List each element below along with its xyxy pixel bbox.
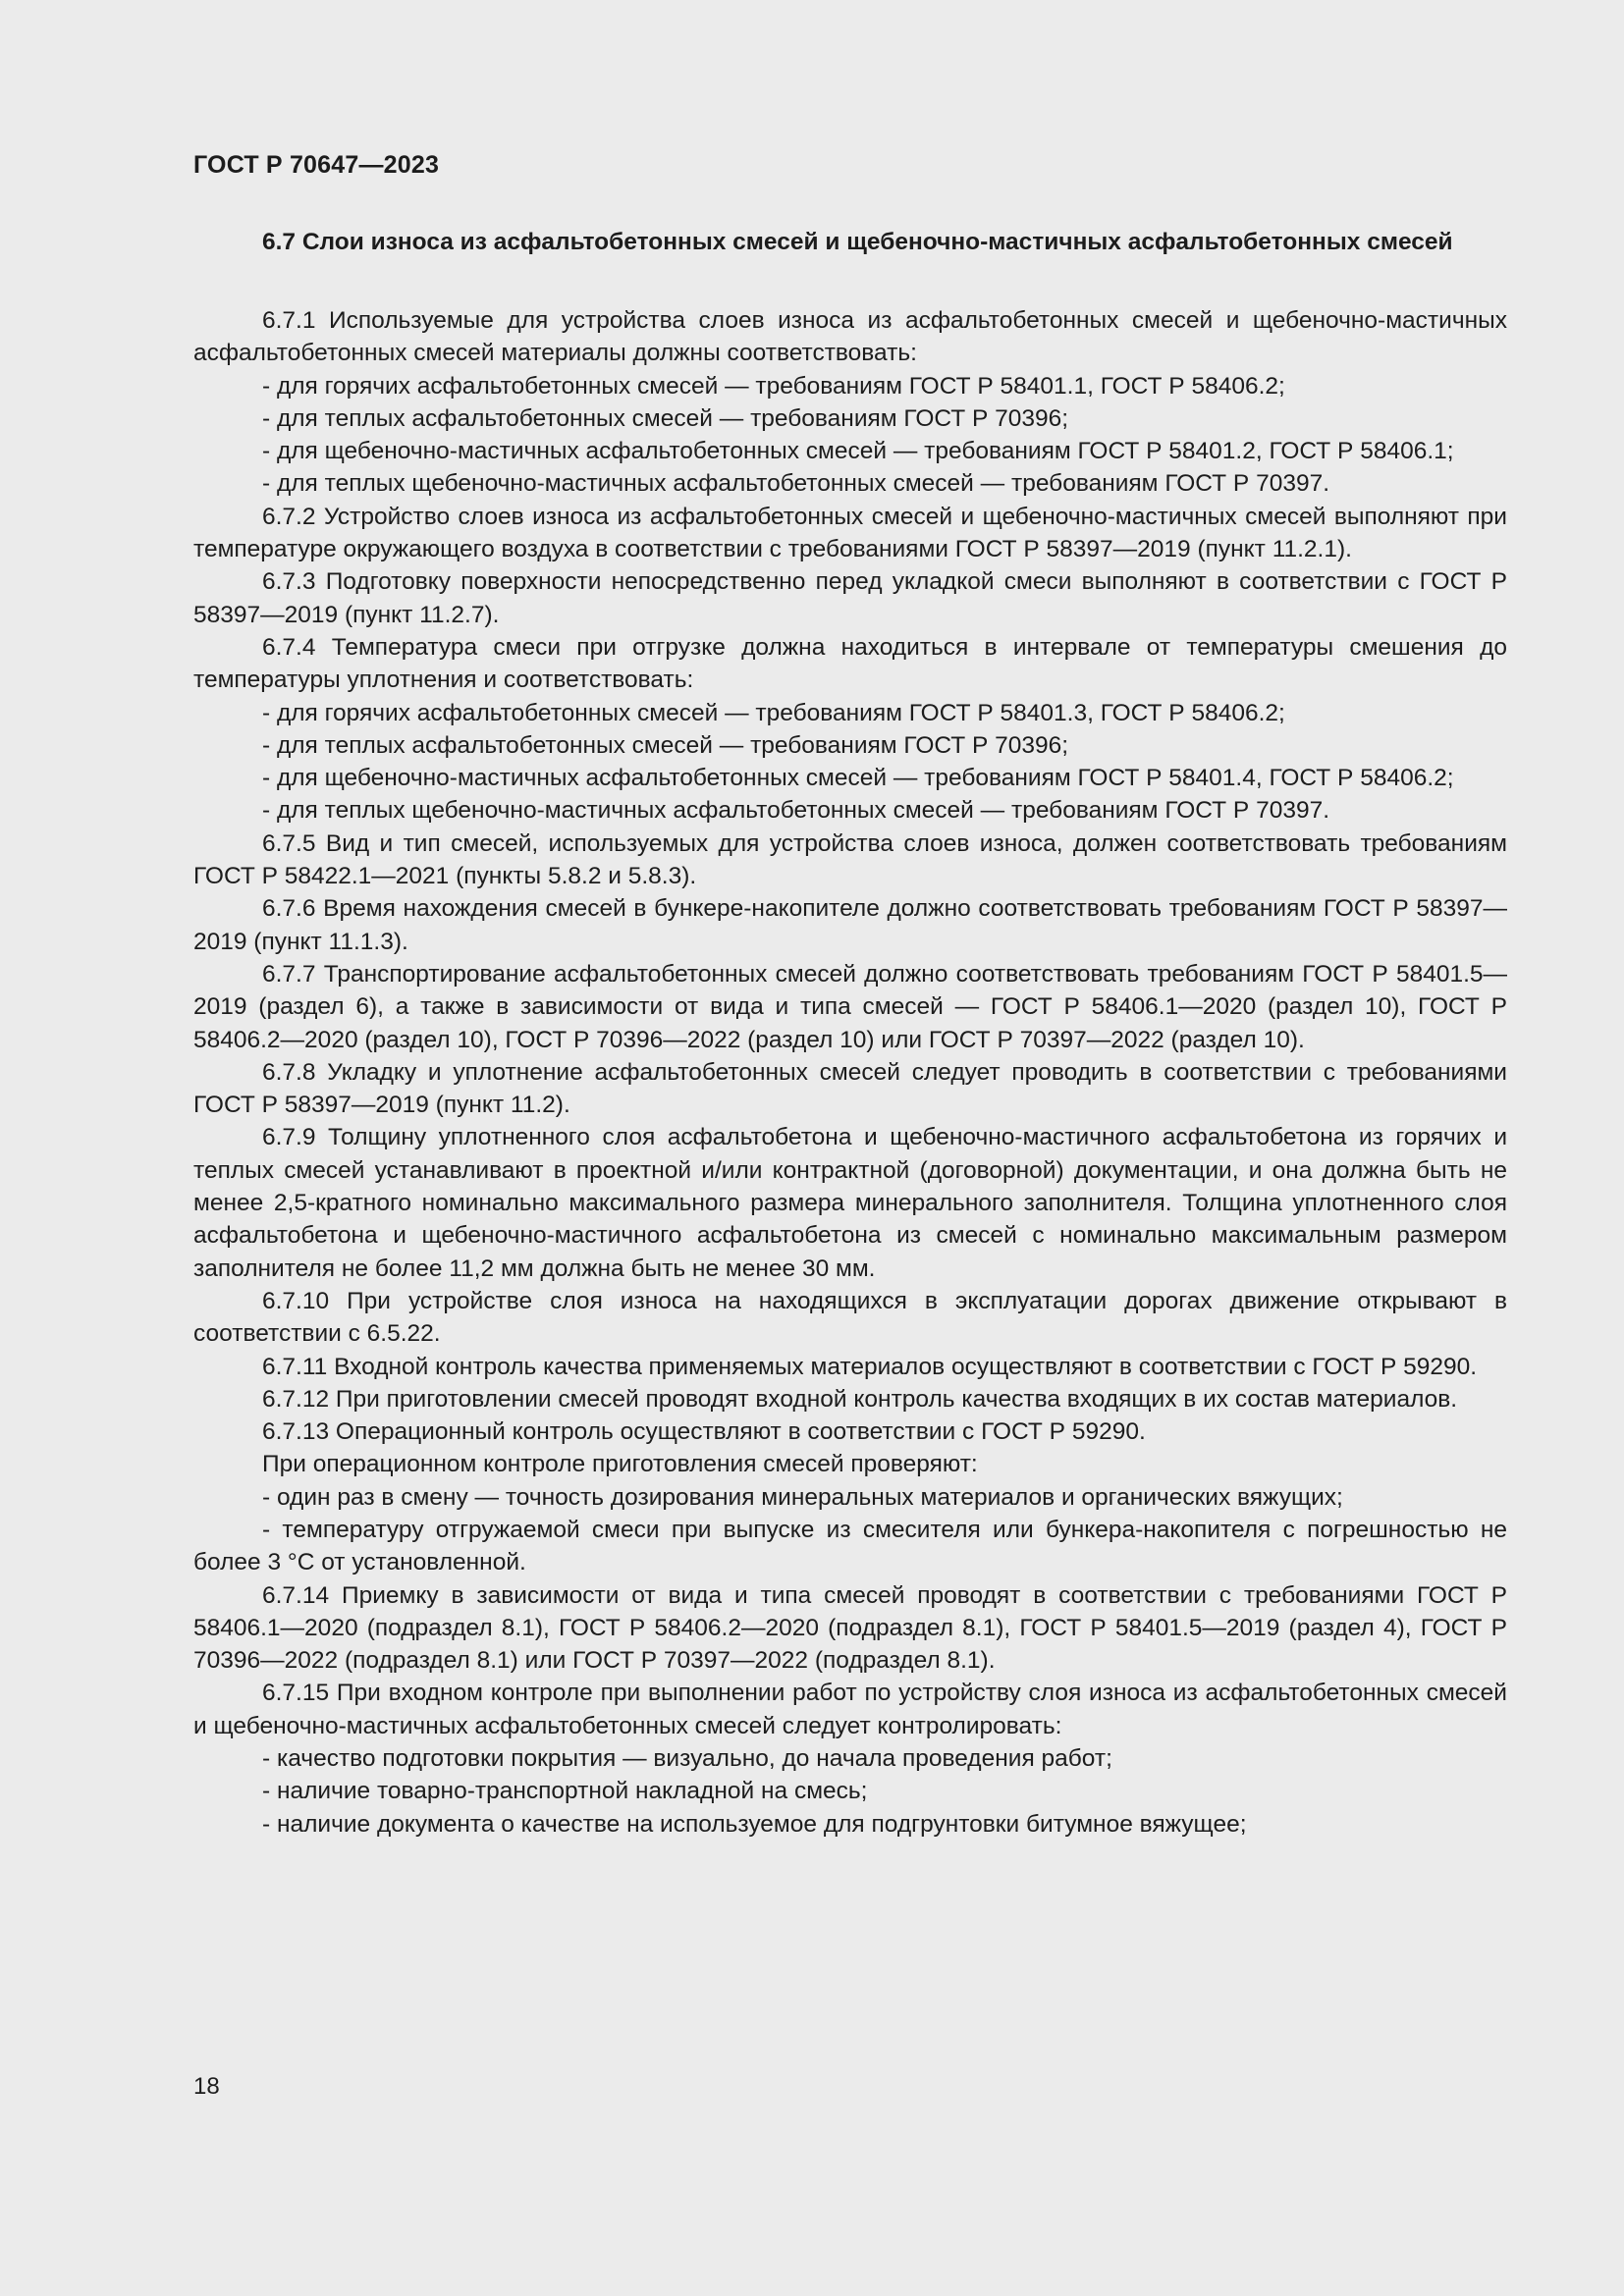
paragraph: 6.7.12 При приготовлении смесей проводят входной контроль качества входящих в их состав материалов. xyxy=(262,1385,1458,1413)
section-title: 6.7 Слои износа из асфальтобетонных смесей и щебеночно-мастичных асфальтобетонных смесей xyxy=(262,229,1453,255)
list-item: - качество подготовки покрытия — визуально, до начала проведения работ; xyxy=(262,1745,1112,1773)
document-header: ГОСТ Р 70647—2023 xyxy=(193,151,440,179)
paragraph: 6.7.14 Приемку в зависимости от вида и типа смесей проводят в соответствии с требованиями ГОСТ Р 58406.1—2020 (подраздел 8.1), ГОСТ Р 58406.2—2020 (подраздел 8.1), ГОСТ Р 58401.5—2019 (раздел 4), ГОСТ Р 70396—2022 (подраздел 8.1) или ГОСТ Р 70397—2022 (подраздел 8.1). xyxy=(193,1581,1507,1675)
list-item: - для щебеночно-мастичных асфальтобетонных смесей — требованиям ГОСТ Р 58401.4, ГОСТ Р 58406.2; xyxy=(262,765,1454,792)
section-body xyxy=(193,304,1507,1841)
paragraph: 6.7.7 Транспортирование асфальтобетонных смесей должно соответствовать требованиям ГОСТ Р 58401.5—2019 (раздел 6), а также в зависимости от вида и типа смесей — ГОСТ Р 58406.1—2020 (раздел 10), ГОСТ Р 58406.2—2020 (раздел 10), ГОСТ Р 70396—2022 (раздел 10) или ГОСТ Р 70397—2022 (раздел 10). xyxy=(193,960,1507,1053)
list-item: - один раз в смену — точность дозирования минеральных материалов и органических вяжущих; xyxy=(262,1483,1343,1511)
paragraph: 6.7.5 Вид и тип смесей, используемых для устройства слоев износа, должен соответствовать требованиям ГОСТ Р 58422.1—2021 (пункты 5.8.2 и 5.8.3). xyxy=(193,829,1507,890)
list-item: - для теплых щебеночно-мастичных асфальтобетонных смесей — требованиям ГОСТ Р 70397. xyxy=(262,470,1330,498)
list-item: - для теплых асфальтобетонных смесей — требованиям ГОСТ Р 70396; xyxy=(262,731,1069,759)
list-item: - для теплых щебеночно-мастичных асфальтобетонных смесей — требованиям ГОСТ Р 70397. xyxy=(262,797,1330,825)
paragraph: 6.7.4 Температура смеси при отгрузке должна находиться в интервале от температуры смешения до температуры уплотнения и соответствовать: xyxy=(193,633,1507,694)
paragraph: 6.7.2 Устройство слоев износа из асфальтобетонных смесей и щебеночно-мастичных смесей выполняют при температуре окружающего воздуха в соответствии с требованиями ГОСТ Р 58397—2019 (пункт 11.2.1). xyxy=(193,503,1507,563)
page-number: 18 xyxy=(193,2073,220,2100)
paragraph: 6.7.8 Укладку и уплотнение асфальтобетонных смесей следует проводить в соответствии с требованиями ГОСТ Р 58397—2019 (пункт 11.2). xyxy=(193,1058,1507,1119)
paragraph: 6.7.13 Операционный контроль осуществляют в соответствии с ГОСТ Р 59290. xyxy=(262,1418,1146,1446)
list-item: - для горячих асфальтобетонных смесей — требованиям ГОСТ Р 58401.1, ГОСТ Р 58406.2; xyxy=(262,372,1285,400)
list-item: - для горячих асфальтобетонных смесей — требованиям ГОСТ Р 58401.3, ГОСТ Р 58406.2; xyxy=(262,699,1285,726)
list-item: - наличие товарно-транспортной накладной на смесь; xyxy=(262,1778,868,1805)
paragraph: 6.7.11 Входной контроль качества применяемых материалов осуществляют в соответствии с ГОСТ Р 59290. xyxy=(262,1353,1478,1380)
paragraph: При операционном контроле приготовления смесей проверяют: xyxy=(262,1451,978,1478)
paragraph: 6.7.6 Время нахождения смесей в бункере-накопителе должно соответствовать требованиям ГОСТ Р 58397—2019 (пункт 11.1.3). xyxy=(193,895,1507,955)
paragraph: 6.7.1 Используемые для устройства слоев износа из асфальтобетонных смесей и щебеночно-мастичных асфальтобетонных смесей материалы должны соответствовать: xyxy=(193,307,1507,367)
list-item: - температуру отгружаемой смеси при выпуске из смесителя или бункера-накопителя с погрешностью не более 3 °С от установленной. xyxy=(193,1516,1507,1576)
list-item: - наличие документа о качестве на используемое для подгрунтовки битумное вяжущее; xyxy=(262,1810,1247,1838)
paragraph: 6.7.10 При устройстве слоя износа на находящихся в эксплуатации дорогах движение открывают в соответствии с 6.5.22. xyxy=(193,1287,1507,1348)
paragraph: 6.7.9 Толщину уплотненного слоя асфальтобетона и щебеночно-мастичного асфальтобетона из горячих и теплых смесей устанавливают в проектной и/или контрактной (договорной) документации, и она должна быть не менее 2,5-кратного номинально максимального размера минерального заполнителя. Толщина уплотненного слоя асфальтобетона и щебеночно-мастичного асфальтобетона из смесей с номинально максимальным размером заполнителя не более 11,2 мм должна быть не менее 30 мм. xyxy=(193,1124,1507,1282)
list-item: - для теплых асфальтобетонных смесей — требованиям ГОСТ Р 70396; xyxy=(262,404,1069,432)
paragraph: 6.7.15 При входном контроле при выполнении работ по устройству слоя износа из асфальтобетонных смесей и щебеночно-мастичных асфальтобетонных смесей следует контролировать: xyxy=(193,1680,1507,1739)
list-item: - для щебеночно-мастичных асфальтобетонных смесей — требованиям ГОСТ Р 58401.2, ГОСТ Р 58406.1; xyxy=(262,438,1454,465)
paragraph: 6.7.3 Подготовку поверхности непосредственно перед укладкой смеси выполняют в соответствии с ГОСТ Р 58397—2019 (пункт 11.2.7). xyxy=(193,568,1507,628)
